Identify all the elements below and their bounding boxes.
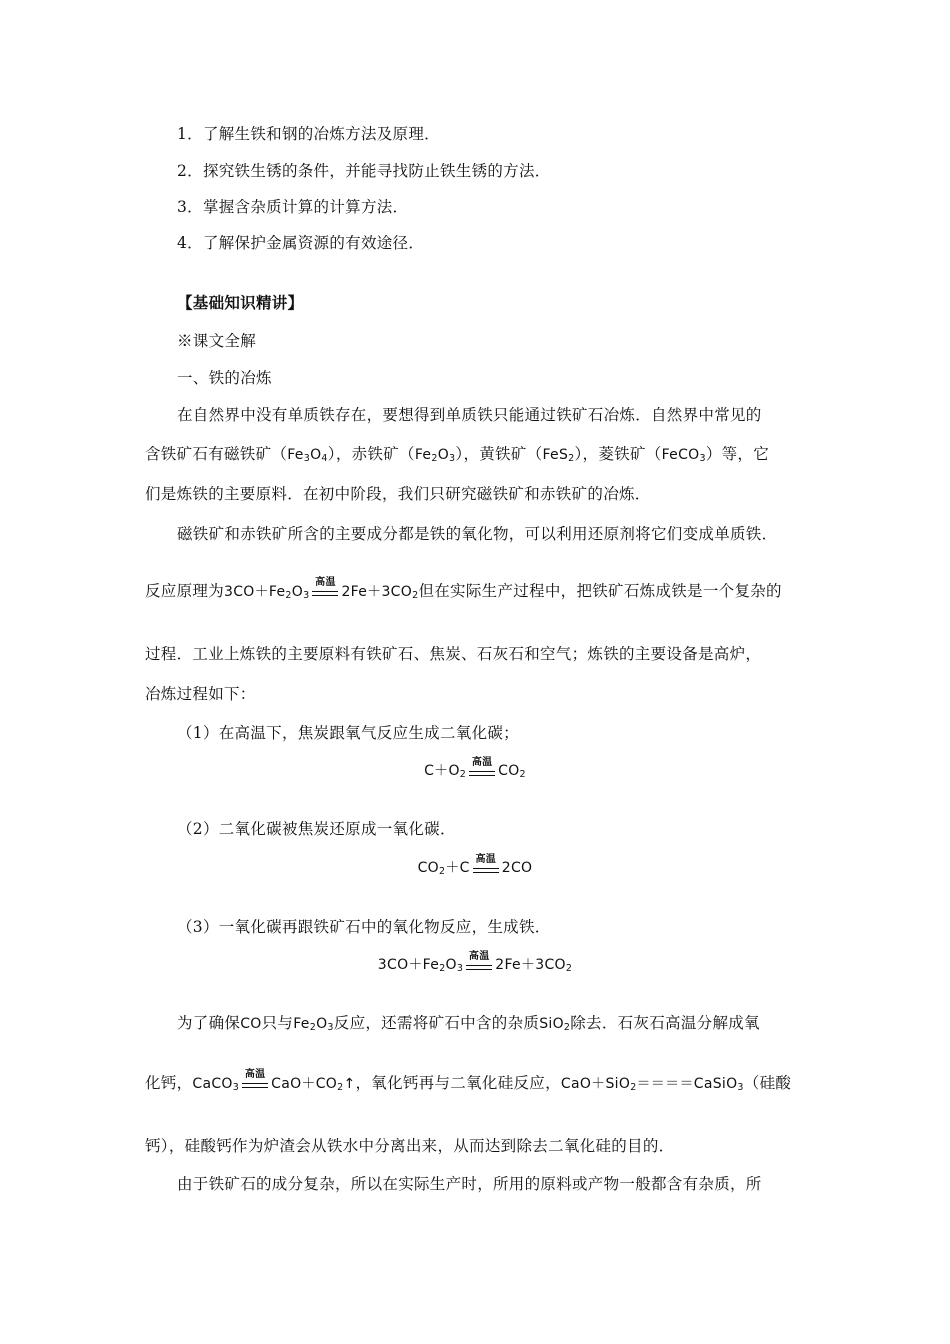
para1-line3: 们是炼铁的主要原料．在初中阶段，我们只研究磁铁矿和赤铁矿的冶炼． bbox=[145, 485, 651, 503]
para3-line3: 钙），硅酸钙作为炉渣会从铁水中分离出来，从而达到除去二氧化硅的目的． bbox=[145, 1137, 675, 1155]
objective-2: 2．探究铁生锈的条件，并能寻找防止铁生锈的方法． bbox=[177, 162, 551, 180]
para2-line1: 磁铁矿和赤铁矿所含的主要成分都是铁的氧化物，可以利用还原剂将它们变成单质铁． bbox=[177, 525, 778, 543]
step3-equation: $3CO+Fe_2O_3$ 高温 $2Fe+3CO_2$ bbox=[377, 951, 573, 974]
step1-equation: $C+O_2$ 高温 $CO_2$ bbox=[424, 757, 526, 780]
high-temp-condition: 高温 bbox=[310, 580, 340, 602]
para2-line3: 过程．工业上炼铁的主要原料有铁矿石、焦炭、石灰石和空气；炼铁的主要设备是高炉， bbox=[145, 645, 762, 663]
step2-equation: $CO_2+C$ 高温 2CO bbox=[417, 854, 533, 877]
objective-1: 1．了解生铁和钢的冶炼方法及原理． bbox=[177, 125, 440, 143]
para1-line2: 含铁矿石有磁铁矿$(Fe_3O_4)$，赤铁矿$(Fe_2O_3)$，黄铁矿（FeS$_2$），菱铁矿（FeCO$_3$）等，它 bbox=[145, 445, 770, 464]
para1-line1: 在自然界中没有单质铁存在，要想得到单质铁只能通过铁矿石冶炼．自然界中常见的 bbox=[177, 406, 762, 424]
objective-4: 4．了解保护金属资源的有效途径． bbox=[177, 234, 425, 252]
para4-line1: 由于铁矿石的成分复杂，所以在实际生产时，所用的原料或产物一般都含有杂质，所 bbox=[177, 1175, 762, 1193]
step1-text: （1）在高温下，焦炭跟氧气反应生成二氧化碳； bbox=[177, 724, 519, 742]
para2-line2: 反应原理为$3CO+Fe_2O_3$ 高温 $2Fe+3CO_2$但在实际生产过程中，把铁矿石炼成铁是一个复杂的 bbox=[145, 577, 782, 601]
topic-heading: 一、铁的冶炼 bbox=[177, 369, 272, 387]
para3-line1: 为了确保CO只与$Fe_2O_3$反应，还需将矿石中含的杂质SiO$_2$除去．石灰石高温分解成氧 bbox=[177, 1014, 760, 1033]
section-heading: 【基础知识精讲】 bbox=[177, 294, 304, 312]
objective-3: 3．掌握含杂质计算的计算方法． bbox=[177, 198, 409, 216]
para2-line4: 冶炼过程如下： bbox=[145, 685, 256, 703]
step3-text: （3）一氧化碳再跟铁矿石中的氧化物反应，生成铁． bbox=[177, 918, 551, 936]
subsection-title: ※课文全解 bbox=[177, 332, 257, 350]
para3-line2: 化钙，CaCO$_3$ 高温 $CaO+CO_2↑$，氧化钙再与二氧化硅反应，CaO＋SiO$_2$＝＝＝＝CaSiO$_3$（硅酸 bbox=[145, 1069, 792, 1093]
step2-text: （2）二氧化碳被焦炭还原成一氧化碳． bbox=[177, 820, 456, 838]
reaction-equation: $3CO+Fe_2O_3$ 高温 $2Fe+3CO_2$ bbox=[224, 577, 419, 601]
